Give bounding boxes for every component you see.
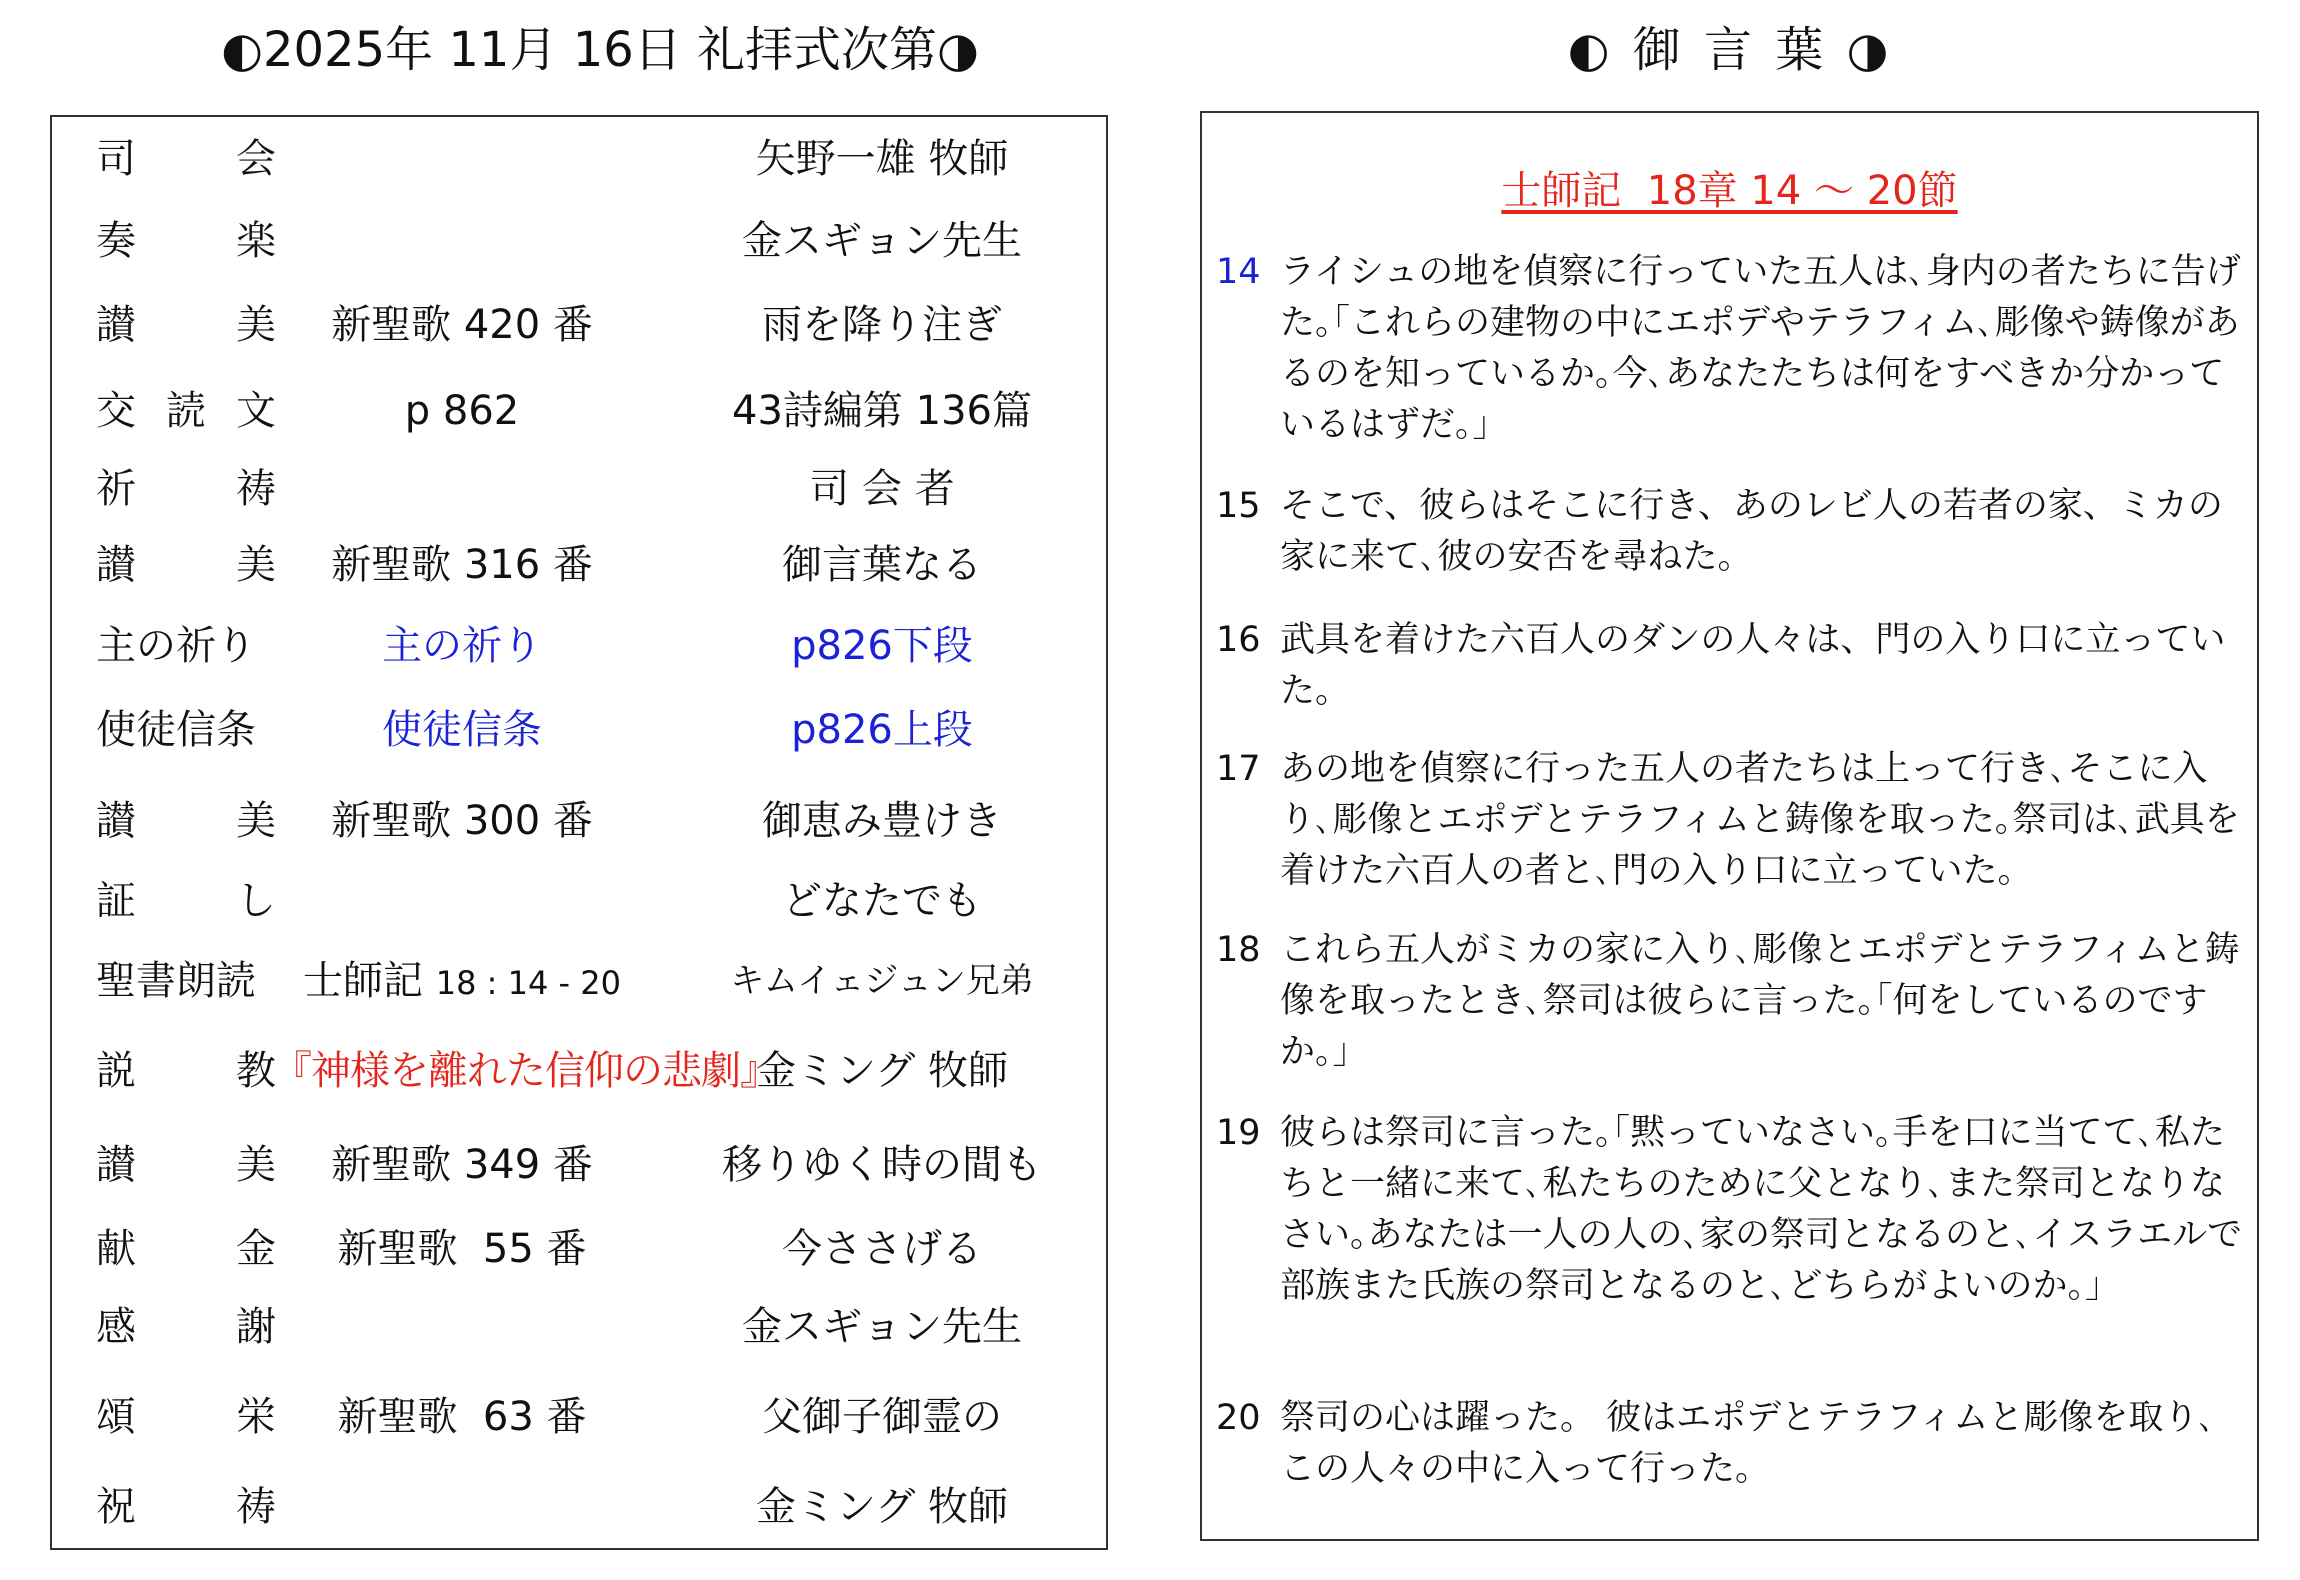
service-leader: 金ミング 牧師 xyxy=(756,1484,1008,1530)
service-row xyxy=(52,447,1106,531)
service-row xyxy=(52,779,1106,863)
service-leader: 雨を降り注ぎ xyxy=(762,302,1002,348)
service-role: 主の祈り xyxy=(96,623,256,669)
service-leader: 金スギョン先生 xyxy=(742,218,1022,264)
service-role: 祝祷 xyxy=(96,1484,276,1530)
order-of-service-title: ◐2025年 11月 16日 礼拝式次第◑ xyxy=(221,22,979,78)
verse xyxy=(1216,247,2246,451)
verse-number: 16 xyxy=(1216,620,1261,660)
service-row xyxy=(52,688,1106,772)
service-leader: 司 会 者 xyxy=(809,466,955,512)
service-row xyxy=(52,523,1106,607)
service-role: 聖書朗読 xyxy=(96,958,256,1004)
service-leader: 御恵み豊けき xyxy=(762,798,1002,844)
service-leader: 御言葉なる xyxy=(782,542,982,588)
scripture-reference: 士師記 18章 14 ～ 20節 xyxy=(1501,168,1958,214)
verse-text: 武具を着けた六百人のダンの人々は、門の入り口に立っていた。 xyxy=(1280,620,2226,711)
service-role: 使徒信条 xyxy=(96,707,256,753)
verse-number: 15 xyxy=(1216,486,1261,526)
service-detail: 新聖歌 63 番 xyxy=(337,1394,587,1440)
service-role: 感謝 xyxy=(96,1304,276,1350)
service-row xyxy=(52,369,1106,453)
verse xyxy=(1216,1393,2246,1495)
service-role: 讃美 xyxy=(96,1142,276,1188)
service-leader: p826下段 xyxy=(791,623,973,669)
service-role: 説教 xyxy=(96,1048,276,1094)
service-row xyxy=(52,1029,1106,1113)
verse xyxy=(1216,1108,2246,1312)
verse-text: 彼らは祭司に言った｡｢黙っていなさい｡手を口に当てて､私たちと一緒に来て､私たちのために父となり､また祭司となりなさい｡あなたは一人の人の､家の祭司となるのと､イスラエルで部族また氏族の祭司となるのと､どちらがよいのか｡｣ xyxy=(1280,1113,2243,1306)
scripture-title: ◐ 御 言 葉 ◑ xyxy=(1567,22,1893,78)
service-row xyxy=(52,199,1106,283)
service-leader: どなたでも xyxy=(782,878,982,924)
verse-number: 14 xyxy=(1216,252,1261,292)
verse xyxy=(1216,615,2246,717)
service-role: 奏楽 xyxy=(96,218,276,264)
service-leader: 43詩編第 136篇 xyxy=(732,388,1032,434)
scripture-range: 18 : 14 - 20 xyxy=(435,964,621,1002)
service-row xyxy=(52,283,1106,367)
service-role: 讃美 xyxy=(96,798,276,844)
verse-number: 20 xyxy=(1216,1398,1261,1438)
service-row xyxy=(52,117,1106,201)
service-role: 頌栄 xyxy=(96,1394,276,1440)
service-detail: 新聖歌 349 番 xyxy=(331,1142,593,1188)
verse-number: 19 xyxy=(1216,1113,1261,1153)
service-leader: 矢野一雄 牧師 xyxy=(755,136,1009,182)
service-detail: 新聖歌 316 番 xyxy=(331,542,593,588)
service-role: 讃美 xyxy=(96,302,276,348)
service-leader: 金スギョン先生 xyxy=(742,1304,1022,1350)
scripture-book: 士師記 xyxy=(303,958,424,1004)
verse-text: ライシュの地を偵察に行っていた五人は､身内の者たちに告げた｡｢これらの建物の中にエポデやテラフィム､彫像や鋳像があるのを知っているか｡今､あなたたちは何をすべきか分かっているはずだ｡｣ xyxy=(1280,252,2241,445)
verse-number: 17 xyxy=(1216,749,1261,789)
verse-text: これら五人がミカの家に入り､彫像とエポデとテラフィムと鋳像を取ったとき､祭司は彼らに言った｡｢何をしているのですか｡｣ xyxy=(1280,930,2240,1072)
verse-text: あの地を偵察に行った五人の者たちは上って行き､そこに入り､彫像とエポデとテラフィムと鋳像を取った｡祭司は､武具を着けた六百人の者と､門の入り口に立っていた。 xyxy=(1280,749,2240,891)
service-leader: 今ささげる xyxy=(782,1226,982,1272)
verse-text: 祭司の心は躍った。 彼はエポデとテラフィムと彫像を取り､この人々の中に入って行った。 xyxy=(1280,1398,2216,1489)
service-role: 証し xyxy=(96,878,276,924)
service-row xyxy=(52,1285,1106,1369)
service-leader: 移りゆく時の間も xyxy=(722,1142,1042,1188)
service-detail: 主の祈り xyxy=(382,623,542,669)
service-role: 交読文 xyxy=(96,388,276,434)
service-leader: キムイェジュン兄弟 xyxy=(730,961,1034,1001)
service-detail: p 862 xyxy=(404,388,520,434)
service-detail: 新聖歌 55 番 xyxy=(337,1226,587,1272)
verse xyxy=(1216,481,2246,583)
service-role: 讃美 xyxy=(96,542,276,588)
verse xyxy=(1216,925,2246,1078)
service-detail: 使徒信条 xyxy=(382,707,542,753)
verse xyxy=(1216,744,2246,897)
service-leader: 金ミング 牧師 xyxy=(756,1048,1008,1094)
service-leader: 父御子御霊の xyxy=(762,1394,1002,1440)
service-role: 祈祷 xyxy=(96,466,276,512)
service-detail: 新聖歌 420 番 xyxy=(331,302,593,348)
order-of-service-panel xyxy=(50,115,1108,1550)
service-row xyxy=(52,1465,1106,1549)
verse-text: そこで、彼らはそこに行き、あのレビ人の若者の家、ミカの家に来て､彼の安否を尋ねた｡ xyxy=(1280,486,2223,577)
sermon-title: 『神様を離れた信仰の悲劇』 xyxy=(272,1048,779,1094)
service-row xyxy=(52,1375,1106,1459)
service-detail: 新聖歌 300 番 xyxy=(331,798,593,844)
verse-number: 18 xyxy=(1216,930,1261,970)
service-role: 献金 xyxy=(96,1226,276,1272)
service-leader: p826上段 xyxy=(791,707,973,753)
service-row xyxy=(52,604,1106,688)
service-row xyxy=(52,859,1106,943)
service-row xyxy=(52,1123,1106,1207)
service-detail xyxy=(272,939,652,1025)
service-row xyxy=(52,1207,1106,1291)
service-row xyxy=(52,939,1106,1023)
scripture-panel xyxy=(1200,111,2259,1541)
service-role: 司会 xyxy=(96,136,276,182)
